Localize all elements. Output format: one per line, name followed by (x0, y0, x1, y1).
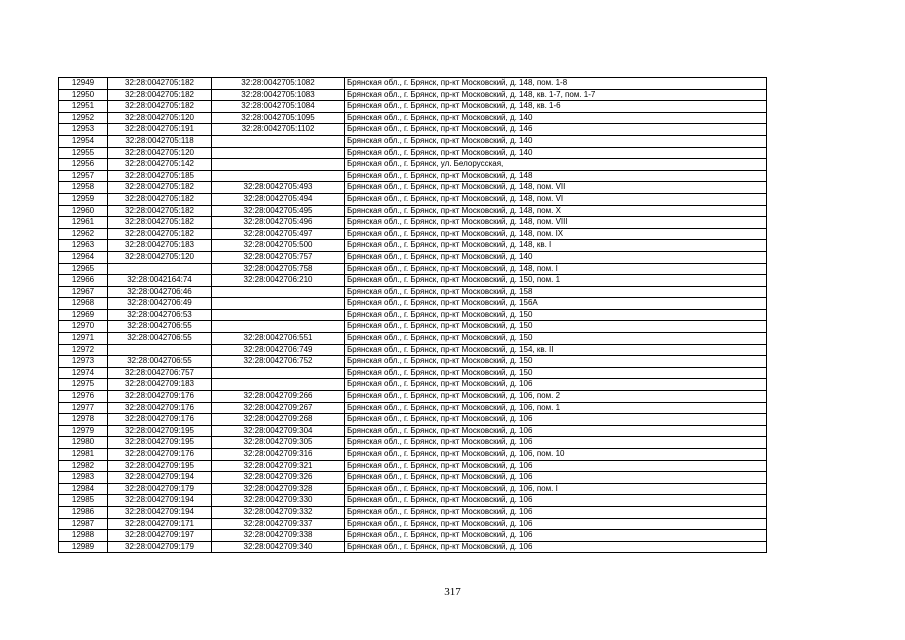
table-row (59, 240, 767, 252)
land-cadastral-number-cell: 32:28:0042705:182 (108, 217, 212, 229)
object-cadastral-number-cell: 32:28:0042705:757 (212, 251, 345, 263)
object-cadastral-number-cell: 32:28:0042705:1102 (212, 124, 345, 136)
address-cell: Брянская обл., г. Брянск, пр-кт Московский, д. 140 (345, 112, 767, 124)
row-number-cell: 12983 (59, 472, 108, 484)
table-row (59, 518, 767, 530)
land-cadastral-number-cell: 32:28:0042705:182 (108, 193, 212, 205)
row-number-cell: 12979 (59, 425, 108, 437)
table-row (59, 182, 767, 194)
object-cadastral-number-cell (212, 367, 345, 379)
row-number-cell: 12987 (59, 518, 108, 530)
object-cadastral-number-cell: 32:28:0042705:495 (212, 205, 345, 217)
table-row (59, 472, 767, 484)
address-cell: Брянская обл., г. Брянск, пр-кт Московский, д. 106 (345, 460, 767, 472)
land-cadastral-number-cell: 32:28:0042705:185 (108, 170, 212, 182)
address-cell: Брянская обл., г. Брянск, пр-кт Московский, д. 146 (345, 124, 767, 136)
land-cadastral-number-cell: 32:28:0042706:757 (108, 367, 212, 379)
table-row (59, 333, 767, 345)
object-cadastral-number-cell: 32:28:0042705:1082 (212, 78, 345, 90)
object-cadastral-number-cell: 32:28:0042709:326 (212, 472, 345, 484)
row-number-cell: 12982 (59, 460, 108, 472)
table-row (59, 460, 767, 472)
object-cadastral-number-cell: 32:28:0042705:497 (212, 228, 345, 240)
address-cell: Брянская обл., г. Брянск, пр-кт Московский, д. 106 (345, 379, 767, 391)
object-cadastral-number-cell: 32:28:0042705:494 (212, 193, 345, 205)
object-cadastral-number-cell: 32:28:0042709:321 (212, 460, 345, 472)
land-cadastral-number-cell: 32:28:0042709:179 (108, 541, 212, 553)
address-cell: Брянская обл., г. Брянск, пр-кт Московский, д. 148, кв. I (345, 240, 767, 252)
object-cadastral-number-cell: 32:28:0042705:496 (212, 217, 345, 229)
row-number-cell: 12969 (59, 309, 108, 321)
object-cadastral-number-cell: 32:28:0042706:752 (212, 356, 345, 368)
row-number-cell: 12970 (59, 321, 108, 333)
land-cadastral-number-cell: 32:28:0042709:176 (108, 449, 212, 461)
object-cadastral-number-cell: 32:28:0042706:551 (212, 333, 345, 345)
land-cadastral-number-cell: 32:28:0042709:197 (108, 530, 212, 542)
address-cell: Брянская обл., г. Брянск, пр-кт Московский, д. 150 (345, 356, 767, 368)
land-cadastral-number-cell: 32:28:0042709:195 (108, 425, 212, 437)
row-number-cell: 12961 (59, 217, 108, 229)
object-cadastral-number-cell: 32:28:0042705:1083 (212, 89, 345, 101)
row-number-cell: 12975 (59, 379, 108, 391)
row-number-cell: 12956 (59, 159, 108, 171)
object-cadastral-number-cell: 32:28:0042706:749 (212, 344, 345, 356)
row-number-cell: 12986 (59, 506, 108, 518)
address-cell: Брянская обл., г. Брянск, пр-кт Московский, д. 140 (345, 135, 767, 147)
address-cell: Брянская обл., г. Брянск, пр-кт Московский, д. 106 (345, 506, 767, 518)
table-row (59, 356, 767, 368)
document-page (58, 77, 767, 553)
land-cadastral-number-cell: 32:28:0042709:195 (108, 460, 212, 472)
address-cell: Брянская обл., г. Брянск, пр-кт Московский, д. 148, пом. I (345, 263, 767, 275)
table-row (59, 391, 767, 403)
address-cell: Брянская обл., г. Брянск, пр-кт Московский, д. 148, кв. 1-7, пом. 1-7 (345, 89, 767, 101)
land-cadastral-number-cell: 32:28:0042709:194 (108, 495, 212, 507)
table-row (59, 112, 767, 124)
object-cadastral-number-cell: 32:28:0042709:337 (212, 518, 345, 530)
table-row (59, 506, 767, 518)
table-row (59, 425, 767, 437)
table-row (59, 530, 767, 542)
row-number-cell: 12958 (59, 182, 108, 194)
table-row (59, 367, 767, 379)
address-cell: Брянская обл., г. Брянск, пр-кт Московский, д. 148, пом. 1-8 (345, 78, 767, 90)
table-row (59, 228, 767, 240)
land-cadastral-number-cell: 32:28:0042705:120 (108, 251, 212, 263)
land-cadastral-number-cell: 32:28:0042706:49 (108, 298, 212, 310)
object-cadastral-number-cell: 32:28:0042705:500 (212, 240, 345, 252)
table-row (59, 414, 767, 426)
object-cadastral-number-cell: 32:28:0042709:330 (212, 495, 345, 507)
land-cadastral-number-cell: 32:28:0042709:179 (108, 483, 212, 495)
object-cadastral-number-cell (212, 159, 345, 171)
table-row (59, 344, 767, 356)
row-number-cell: 12963 (59, 240, 108, 252)
table-row (59, 217, 767, 229)
land-cadastral-number-cell (108, 263, 212, 275)
address-cell: Брянская обл., г. Брянск, пр-кт Московский, д. 154, кв. II (345, 344, 767, 356)
land-cadastral-number-cell: 32:28:0042709:194 (108, 506, 212, 518)
table-row (59, 147, 767, 159)
row-number-cell: 12985 (59, 495, 108, 507)
land-cadastral-number-cell: 32:28:0042709:171 (108, 518, 212, 530)
object-cadastral-number-cell: 32:28:0042709:316 (212, 449, 345, 461)
table-row (59, 321, 767, 333)
land-cadastral-number-cell: 32:28:0042705:182 (108, 182, 212, 194)
table-row (59, 275, 767, 287)
land-cadastral-number-cell (108, 344, 212, 356)
land-cadastral-number-cell: 32:28:0042705:120 (108, 112, 212, 124)
land-cadastral-number-cell: 32:28:0042709:176 (108, 414, 212, 426)
table-row (59, 89, 767, 101)
registry-table-body (59, 78, 767, 553)
row-number-cell: 12965 (59, 263, 108, 275)
row-number-cell: 12950 (59, 89, 108, 101)
row-number-cell: 12951 (59, 101, 108, 113)
table-row (59, 135, 767, 147)
object-cadastral-number-cell: 32:28:0042709:338 (212, 530, 345, 542)
object-cadastral-number-cell: 32:28:0042709:305 (212, 437, 345, 449)
table-row (59, 101, 767, 113)
row-number-cell: 12960 (59, 205, 108, 217)
address-cell: Брянская обл., г. Брянск, пр-кт Московский, д. 158 (345, 286, 767, 298)
address-cell: Брянская обл., г. Брянск, пр-кт Московский, д. 150 (345, 367, 767, 379)
table-row (59, 205, 767, 217)
address-cell: Брянская обл., г. Брянск, пр-кт Московский, д. 140 (345, 251, 767, 263)
land-cadastral-number-cell: 32:28:0042705:182 (108, 228, 212, 240)
address-cell: Брянская обл., г. Брянск, пр-кт Московский, д. 106 (345, 541, 767, 553)
object-cadastral-number-cell: 32:28:0042705:493 (212, 182, 345, 194)
address-cell: Брянская обл., г. Брянск, пр-кт Московский, д. 106 (345, 472, 767, 484)
land-cadastral-number-cell: 32:28:0042709:195 (108, 437, 212, 449)
address-cell: Брянская обл., г. Брянск, пр-кт Московский, д. 150 (345, 333, 767, 345)
land-cadastral-number-cell: 32:28:0042705:182 (108, 89, 212, 101)
land-cadastral-number-cell: 32:28:0042709:176 (108, 391, 212, 403)
address-cell: Брянская обл., г. Брянск, пр-кт Московский, д. 148, пом. VII (345, 182, 767, 194)
land-cadastral-number-cell: 32:28:0042705:191 (108, 124, 212, 136)
land-cadastral-number-cell: 32:28:0042706:46 (108, 286, 212, 298)
object-cadastral-number-cell (212, 298, 345, 310)
land-cadastral-number-cell: 32:28:0042705:183 (108, 240, 212, 252)
address-cell: Брянская обл., г. Брянск, пр-кт Московский, д. 148, пом. VI (345, 193, 767, 205)
address-cell: Брянская обл., г. Брянск, пр-кт Московский, д. 150, пом. 1 (345, 275, 767, 287)
table-row (59, 495, 767, 507)
address-cell: Брянская обл., г. Брянск, ул. Белорусская, (345, 159, 767, 171)
address-cell: Брянская обл., г. Брянск, пр-кт Московский, д. 106 (345, 414, 767, 426)
land-cadastral-number-cell: 32:28:0042164:74 (108, 275, 212, 287)
row-number-cell: 12967 (59, 286, 108, 298)
table-row (59, 437, 767, 449)
land-cadastral-number-cell: 32:28:0042705:118 (108, 135, 212, 147)
table-row (59, 402, 767, 414)
land-cadastral-number-cell: 32:28:0042709:183 (108, 379, 212, 391)
address-cell: Брянская обл., г. Брянск, пр-кт Московский, д. 106 (345, 495, 767, 507)
row-number-cell: 12955 (59, 147, 108, 159)
row-number-cell: 12989 (59, 541, 108, 553)
table-row (59, 379, 767, 391)
land-cadastral-number-cell: 32:28:0042706:55 (108, 333, 212, 345)
table-row (59, 298, 767, 310)
table-row (59, 193, 767, 205)
object-cadastral-number-cell: 32:28:0042709:304 (212, 425, 345, 437)
row-number-cell: 12968 (59, 298, 108, 310)
address-cell: Брянская обл., г. Брянск, пр-кт Московский, д. 106, пом. 2 (345, 391, 767, 403)
object-cadastral-number-cell (212, 147, 345, 159)
row-number-cell: 12959 (59, 193, 108, 205)
land-cadastral-number-cell: 32:28:0042705:120 (108, 147, 212, 159)
row-number-cell: 12977 (59, 402, 108, 414)
table-row (59, 541, 767, 553)
object-cadastral-number-cell (212, 309, 345, 321)
object-cadastral-number-cell (212, 135, 345, 147)
object-cadastral-number-cell: 32:28:0042709:267 (212, 402, 345, 414)
row-number-cell: 12973 (59, 356, 108, 368)
address-cell: Брянская обл., г. Брянск, пр-кт Московский, д. 148, пом. IX (345, 228, 767, 240)
row-number-cell: 12964 (59, 251, 108, 263)
address-cell: Брянская обл., г. Брянск, пр-кт Московский, д. 156А (345, 298, 767, 310)
object-cadastral-number-cell (212, 321, 345, 333)
registry-table (58, 77, 767, 553)
object-cadastral-number-cell: 32:28:0042705:1084 (212, 101, 345, 113)
row-number-cell: 12966 (59, 275, 108, 287)
land-cadastral-number-cell: 32:28:0042709:194 (108, 472, 212, 484)
row-number-cell: 12974 (59, 367, 108, 379)
object-cadastral-number-cell (212, 286, 345, 298)
land-cadastral-number-cell: 32:28:0042706:55 (108, 356, 212, 368)
address-cell: Брянская обл., г. Брянск, пр-кт Московский, д. 106 (345, 518, 767, 530)
row-number-cell: 12954 (59, 135, 108, 147)
address-cell: Брянская обл., г. Брянск, пр-кт Московский, д. 150 (345, 309, 767, 321)
address-cell: Брянская обл., г. Брянск, пр-кт Московский, д. 106 (345, 530, 767, 542)
object-cadastral-number-cell: 32:28:0042709:268 (212, 414, 345, 426)
row-number-cell: 12972 (59, 344, 108, 356)
row-number-cell: 12978 (59, 414, 108, 426)
address-cell: Брянская обл., г. Брянск, пр-кт Московский, д. 148, кв. 1-6 (345, 101, 767, 113)
table-row (59, 483, 767, 495)
address-cell: Брянская обл., г. Брянск, пр-кт Московский, д. 106, пом. I (345, 483, 767, 495)
address-cell: Брянская обл., г. Брянск, пр-кт Московский, д. 106 (345, 437, 767, 449)
address-cell: Брянская обл., г. Брянск, пр-кт Московский, д. 140 (345, 147, 767, 159)
table-row (59, 309, 767, 321)
address-cell: Брянская обл., г. Брянск, пр-кт Московский, д. 150 (345, 321, 767, 333)
row-number-cell: 12980 (59, 437, 108, 449)
table-row (59, 251, 767, 263)
table-row (59, 159, 767, 171)
land-cadastral-number-cell: 32:28:0042706:53 (108, 309, 212, 321)
land-cadastral-number-cell: 32:28:0042706:55 (108, 321, 212, 333)
land-cadastral-number-cell: 32:28:0042705:182 (108, 205, 212, 217)
row-number-cell: 12953 (59, 124, 108, 136)
object-cadastral-number-cell (212, 170, 345, 182)
land-cadastral-number-cell: 32:28:0042705:142 (108, 159, 212, 171)
object-cadastral-number-cell (212, 379, 345, 391)
row-number-cell: 12988 (59, 530, 108, 542)
row-number-cell: 12949 (59, 78, 108, 90)
object-cadastral-number-cell: 32:28:0042709:332 (212, 506, 345, 518)
page-number: 317 (444, 586, 461, 598)
row-number-cell: 12984 (59, 483, 108, 495)
object-cadastral-number-cell: 32:28:0042705:758 (212, 263, 345, 275)
table-row (59, 78, 767, 90)
row-number-cell: 12981 (59, 449, 108, 461)
row-number-cell: 12971 (59, 333, 108, 345)
land-cadastral-number-cell: 32:28:0042705:182 (108, 78, 212, 90)
land-cadastral-number-cell: 32:28:0042709:176 (108, 402, 212, 414)
row-number-cell: 12957 (59, 170, 108, 182)
address-cell: Брянская обл., г. Брянск, пр-кт Московский, д. 106 (345, 425, 767, 437)
table-row (59, 449, 767, 461)
address-cell: Брянская обл., г. Брянск, пр-кт Московский, д. 148, пом. X (345, 205, 767, 217)
object-cadastral-number-cell: 32:28:0042709:266 (212, 391, 345, 403)
table-row (59, 124, 767, 136)
object-cadastral-number-cell: 32:28:0042709:328 (212, 483, 345, 495)
table-row (59, 263, 767, 275)
row-number-cell: 12962 (59, 228, 108, 240)
address-cell: Брянская обл., г. Брянск, пр-кт Московский, д. 106, пом. 1 (345, 402, 767, 414)
object-cadastral-number-cell: 32:28:0042705:1095 (212, 112, 345, 124)
address-cell: Брянская обл., г. Брянск, пр-кт Московский, д. 148 (345, 170, 767, 182)
address-cell: Брянская обл., г. Брянск, пр-кт Московский, д. 148, пом. VIII (345, 217, 767, 229)
land-cadastral-number-cell: 32:28:0042705:182 (108, 101, 212, 113)
row-number-cell: 12976 (59, 391, 108, 403)
object-cadastral-number-cell: 32:28:0042709:340 (212, 541, 345, 553)
object-cadastral-number-cell: 32:28:0042706:210 (212, 275, 345, 287)
address-cell: Брянская обл., г. Брянск, пр-кт Московский, д. 106, пом. 10 (345, 449, 767, 461)
table-row (59, 286, 767, 298)
table-row (59, 170, 767, 182)
row-number-cell: 12952 (59, 112, 108, 124)
